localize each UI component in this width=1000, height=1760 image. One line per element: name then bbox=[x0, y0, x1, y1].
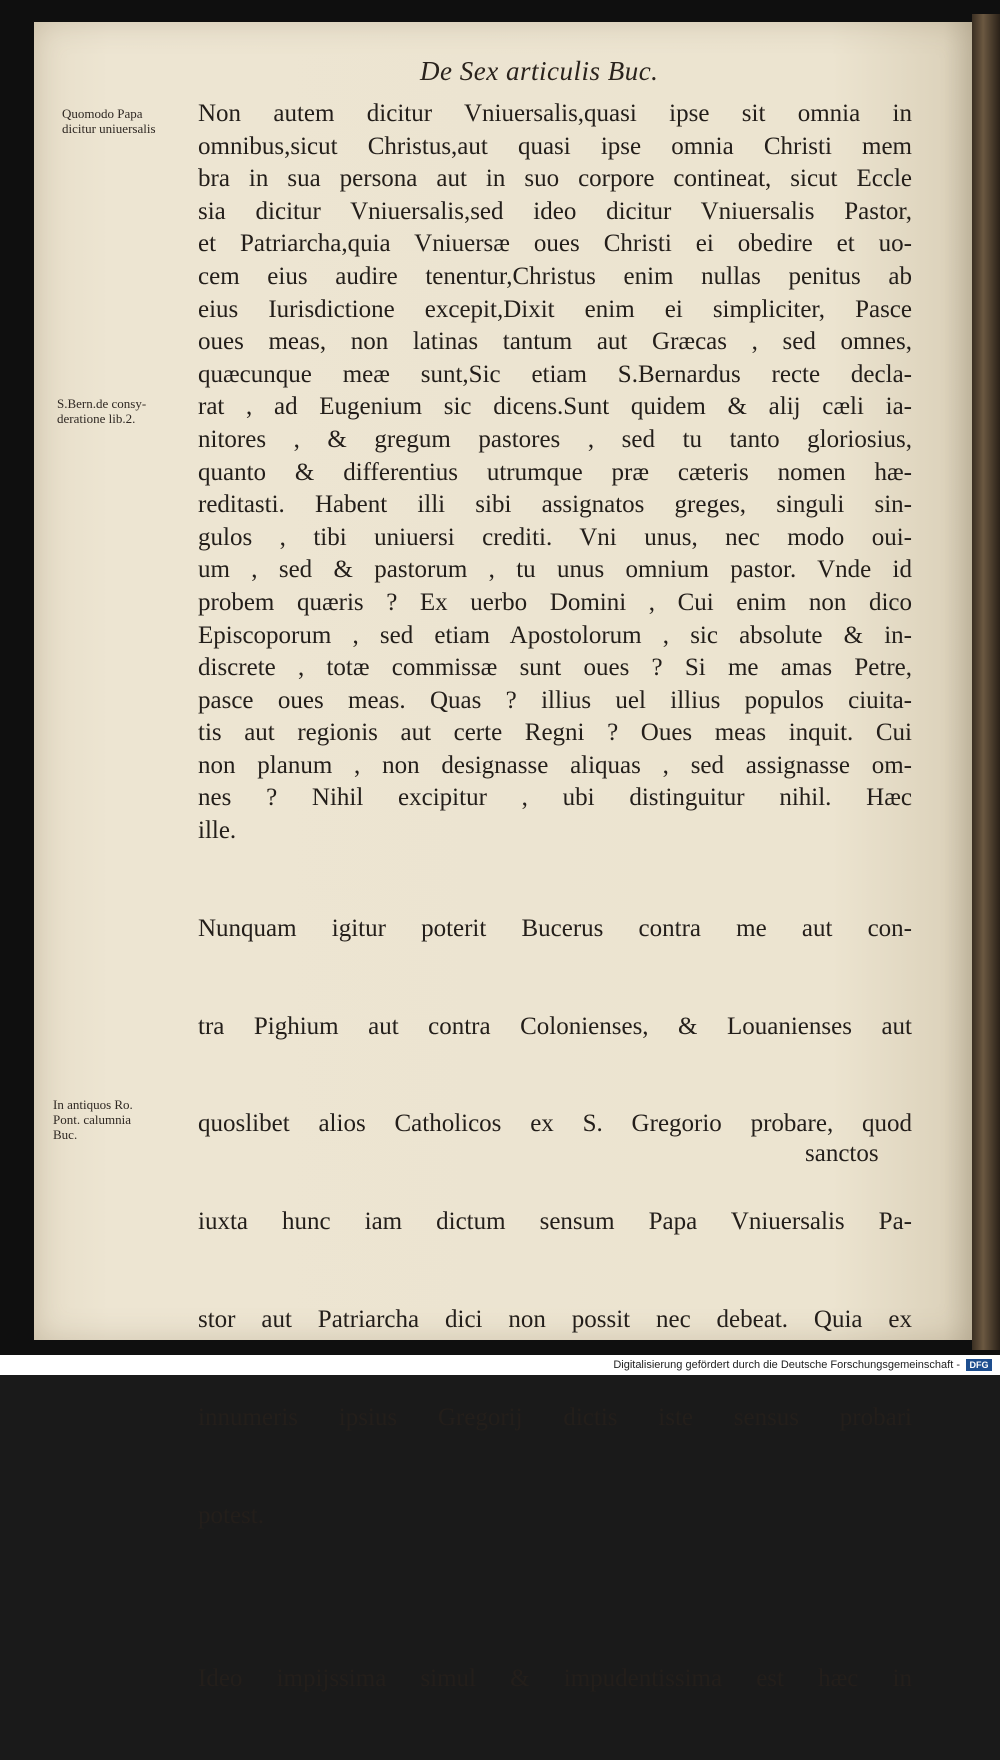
digitization-footer: Digitalisierung gefördert durch die Deutsche Forschungsgemeinschaft - bbox=[0, 1355, 1000, 1375]
dfg-logo: DFG bbox=[966, 1359, 992, 1371]
text-line: tra Pighium aut contra Colonienses, & Louanienses aut bbox=[198, 1012, 912, 1040]
margin-note-bernard bbox=[57, 396, 197, 426]
text-line: quoslibet alios Catholicos ex S. Gregorio probare, quod bbox=[198, 1110, 912, 1138]
text-line: eius Iurisdictione excepit,Dixit enim ei simpliciter, Pasce bbox=[198, 295, 912, 323]
text-line: Nunquam igitur poterit Bucerus contra me aut con- bbox=[198, 914, 912, 942]
text-line: potest. bbox=[198, 1501, 264, 1529]
margin-note-quomodo bbox=[62, 106, 197, 136]
margin-note-line: dicitur uniuersalis bbox=[62, 121, 156, 136]
text-line: quæcunque meæ sunt,Sic etiam S.Bernardus recte decla- bbox=[198, 360, 912, 388]
text-line: stor aut Patriarcha dici non possit nec debeat. Quia ex bbox=[198, 1305, 912, 1333]
text-line: innumeris ipsius Gregorij dictis iste sensus probari bbox=[198, 1403, 912, 1431]
text-line: gulos , tibi uniuersi crediti. Vni unus, nec modo oui- bbox=[198, 523, 912, 551]
paragraph-2 bbox=[198, 848, 912, 1598]
text-line: iuxta hunc iam dictum sensum Papa Vniuersalis Pa- bbox=[198, 1208, 912, 1236]
text-line: tis aut regionis aut certe Regni ? Oues meas inquit. Cui bbox=[198, 719, 912, 747]
margin-note-line: Quomodo Papa bbox=[62, 106, 143, 121]
text-line: probem quæris ? Ex uerbo Domini , Cui enim non dico bbox=[198, 588, 912, 616]
text-line: reditasti. Habent illi sibi assignatos greges, singuli sin- bbox=[198, 491, 912, 519]
margin-note-line: In antiquos Ro. bbox=[53, 1097, 133, 1112]
text-line: non planum , non designasse aliquas , sed assignasse om- bbox=[198, 751, 912, 779]
margin-note-calumnia bbox=[53, 1097, 198, 1142]
text-line: quanto & differentius utrumque præ cæteris nomen hæ- bbox=[198, 458, 912, 486]
body-text bbox=[198, 98, 912, 1760]
text-line: rat , ad Eugenium sic dicens.Sunt quidem & alij cæli ia- bbox=[198, 393, 912, 421]
text-line: discrete , totæ commissæ sunt oues ? Si me amas Petre, bbox=[198, 654, 912, 682]
text-line: cem eius audire tenentur,Christus enim nullas penitus ab bbox=[198, 262, 912, 290]
text-line: omnibus,sicut Christus,aut quasi ipse omnia Christi mem bbox=[198, 132, 912, 160]
text-line: oues meas, non latinas tantum aut Græcas , sed omnes, bbox=[198, 328, 912, 356]
text-line: sia dicitur Vniuersalis,sed ideo dicitur Vniuersalis Pastor, bbox=[198, 197, 912, 225]
paragraph-3 bbox=[198, 1597, 912, 1760]
margin-note-line: Buc. bbox=[53, 1127, 78, 1142]
text-line: et Patriarcha,quia Vniuersæ oues Christi ei obedire et uo- bbox=[198, 230, 912, 258]
margin-note-line: Pont. calumnia bbox=[53, 1112, 131, 1127]
text-line: nes ? Nihil excipitur , ubi distinguitur nihil. Hæc bbox=[198, 784, 912, 812]
book-spine bbox=[972, 14, 1000, 1350]
text-line: Episcoporum , sed etiam Apostolorum , sic absolute & in- bbox=[198, 621, 912, 649]
text-line: Non autem dicitur Vniuersalis,quasi ipse sit omnia in bbox=[198, 100, 912, 127]
catchword: sanctos bbox=[805, 1140, 879, 1167]
text-line: bra in sua persona aut in suo corpore contineat, sicut Eccle bbox=[198, 165, 912, 193]
text-line: pasce oues meas. Quas ? illius uel illius populos ciuita- bbox=[198, 686, 912, 714]
text-line: ille. bbox=[198, 817, 237, 845]
text-line: um , sed & pastorum , tu unus omnium pastor. Vnde id bbox=[198, 556, 912, 584]
margin-note-line: deratione lib.2. bbox=[57, 411, 136, 426]
text-line: nitores , & gregum pastores , sed tu tanto gloriosius, bbox=[198, 425, 912, 453]
text-line: Ideo impijssima simul & impudentissima est hæc in bbox=[198, 1664, 912, 1692]
margin-note-line: S.Bern.de consy- bbox=[57, 396, 147, 411]
running-head: De Sex articulis Buc. bbox=[420, 56, 659, 86]
paragraph-1 bbox=[198, 98, 912, 848]
